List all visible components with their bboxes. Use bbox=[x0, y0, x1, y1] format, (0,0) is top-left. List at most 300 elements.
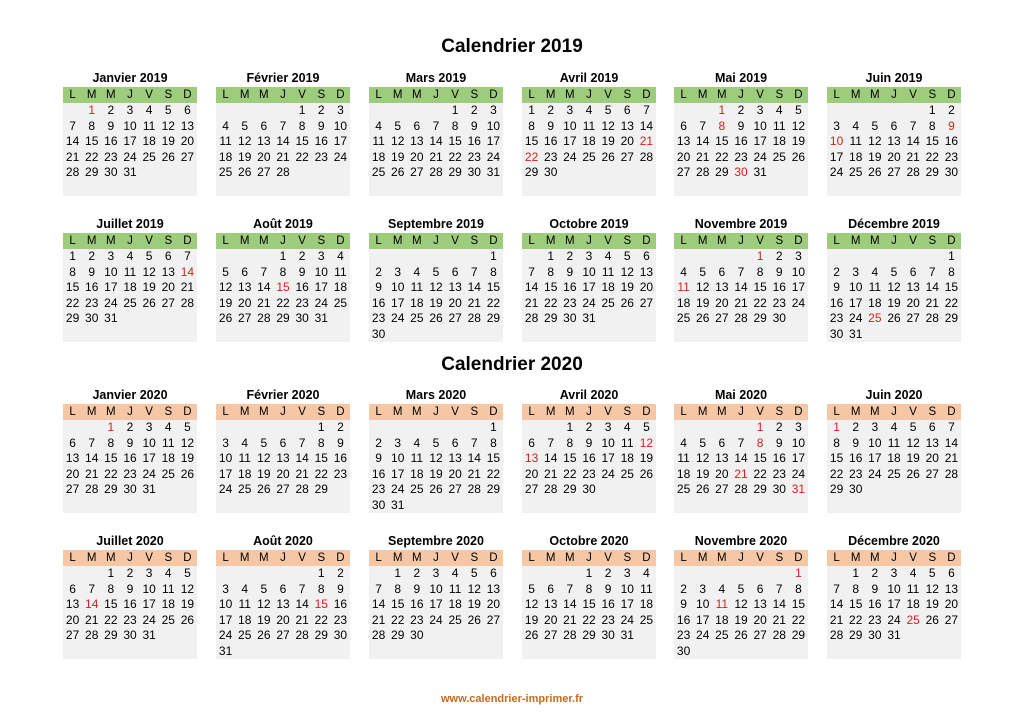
weekday-header bbox=[522, 233, 656, 249]
day-cell: 17 bbox=[753, 134, 767, 148]
day-cell: 21 bbox=[544, 466, 558, 481]
day-cell: 19 bbox=[601, 134, 615, 148]
day-grid bbox=[827, 566, 961, 659]
weekday-label-6: D bbox=[794, 89, 803, 101]
day-cell: 4 bbox=[718, 581, 726, 596]
day-cell: 24 bbox=[429, 612, 443, 627]
day-cell: 12 bbox=[257, 451, 271, 465]
day-cell: 4 bbox=[775, 103, 783, 117]
day-cell: 27 bbox=[753, 628, 767, 642]
day-cell: 25 bbox=[238, 482, 252, 496]
weekday-label-0: L bbox=[833, 89, 840, 101]
weekday-label-6: D bbox=[947, 89, 956, 101]
day-cell: 31 bbox=[849, 326, 863, 341]
weekday-label-4: V bbox=[756, 552, 764, 564]
weekday-label-3: J bbox=[280, 552, 286, 564]
weekday-label-1: M bbox=[239, 406, 250, 418]
empty-cell bbox=[273, 420, 292, 436]
day-cell: 19 bbox=[467, 597, 481, 611]
day-cell: 3 bbox=[871, 420, 879, 434]
day-cell: 20 bbox=[639, 280, 654, 294]
weekday-label-6: D bbox=[336, 235, 345, 247]
holiday-day: 1 bbox=[718, 103, 726, 117]
day-cell: 18 bbox=[448, 597, 462, 611]
day-cell: 8 bbox=[107, 435, 115, 450]
day-cell: 12 bbox=[257, 597, 271, 611]
day-cell: 12 bbox=[391, 134, 405, 148]
day-cell: 13 bbox=[486, 581, 501, 596]
day-cell: 7 bbox=[298, 435, 306, 450]
day-cell: 22 bbox=[715, 149, 729, 164]
day-cell: 3 bbox=[107, 249, 115, 263]
weekday-label-6: D bbox=[336, 406, 345, 418]
weekday-label-3: J bbox=[280, 406, 286, 418]
day-cell: 16 bbox=[371, 295, 386, 310]
weekday-label-0: L bbox=[69, 552, 76, 564]
day-cell: 11 bbox=[162, 435, 175, 450]
empty-cell bbox=[693, 249, 712, 265]
weekday-label-3: J bbox=[433, 235, 439, 247]
day-cell: 8 bbox=[279, 264, 287, 279]
day-cell: 23 bbox=[849, 466, 863, 481]
holiday-day: 25 bbox=[906, 612, 920, 627]
day-cell: 23 bbox=[944, 149, 959, 164]
day-cell: 6 bbox=[413, 118, 421, 133]
day-cell: 9 bbox=[585, 435, 593, 450]
month-6-2019 bbox=[827, 70, 961, 196]
empty-cell bbox=[846, 103, 865, 119]
day-cell: 15 bbox=[104, 597, 118, 611]
empty-cell bbox=[465, 420, 484, 436]
weekday-label-4: V bbox=[909, 89, 917, 101]
day-cell: 13 bbox=[639, 264, 654, 279]
weekday-label-2: M bbox=[106, 406, 116, 418]
month-9-2020 bbox=[369, 533, 503, 659]
day-cell: 15 bbox=[295, 134, 309, 148]
day-cell: 28 bbox=[429, 165, 443, 179]
day-cell: 13 bbox=[257, 134, 271, 148]
day-cell: 19 bbox=[696, 295, 710, 310]
day-cell: 18 bbox=[601, 280, 615, 294]
weekday-label-0: L bbox=[375, 552, 382, 564]
day-cell: 17 bbox=[486, 134, 501, 148]
day-cell: 18 bbox=[906, 597, 920, 611]
day-cell: 10 bbox=[314, 264, 328, 279]
day-cell: 6 bbox=[69, 581, 76, 596]
day-cell: 18 bbox=[161, 451, 175, 465]
day-cell: 20 bbox=[524, 466, 539, 481]
day-cell: 18 bbox=[238, 466, 252, 481]
weekday-label-5: S bbox=[775, 552, 784, 564]
day-cell: 1 bbox=[948, 249, 955, 263]
day-cell: 3 bbox=[756, 103, 764, 117]
day-cell: 27 bbox=[448, 311, 462, 325]
day-cell: 16 bbox=[868, 597, 882, 611]
day-cell: 21 bbox=[429, 149, 443, 164]
day-cell: 2 bbox=[604, 566, 612, 580]
day-cell: 25 bbox=[849, 165, 863, 179]
weekday-label-1: M bbox=[86, 235, 97, 247]
day-cell: 4 bbox=[222, 118, 229, 133]
day-cell: 12 bbox=[887, 280, 901, 294]
weekday-label-6: D bbox=[947, 406, 956, 418]
day-cell: 23 bbox=[123, 612, 137, 627]
day-cell: 14 bbox=[944, 435, 959, 450]
day-cell: 7 bbox=[184, 249, 191, 263]
day-cell: 16 bbox=[467, 134, 481, 148]
weekday-label-3: J bbox=[891, 406, 897, 418]
day-cell: 13 bbox=[620, 118, 634, 133]
weekday-header bbox=[216, 550, 350, 566]
day-cell: 27 bbox=[180, 149, 195, 164]
day-cell: 1 bbox=[298, 103, 306, 117]
day-cell: 22 bbox=[85, 149, 99, 164]
day-cell: 15 bbox=[753, 451, 767, 465]
day-cell: 17 bbox=[333, 134, 348, 148]
empty-cell bbox=[827, 103, 846, 119]
day-cell: 30 bbox=[544, 165, 558, 179]
day-cell: 23 bbox=[467, 149, 481, 164]
day-cell: 12 bbox=[620, 264, 634, 279]
weekday-label-3: J bbox=[127, 235, 133, 247]
weekday-header bbox=[674, 233, 808, 249]
weekday-label-2: M bbox=[870, 235, 880, 247]
month-title: Mai 2020 bbox=[714, 388, 768, 402]
day-cell: 24 bbox=[314, 295, 328, 310]
weekday-label-2: M bbox=[106, 235, 116, 247]
weekday-label-4: V bbox=[451, 89, 459, 101]
empty-cell bbox=[235, 249, 254, 265]
day-cell: 18 bbox=[218, 149, 233, 164]
day-cell: 28 bbox=[257, 311, 271, 325]
day-cell: 22 bbox=[448, 149, 462, 164]
day-grid bbox=[827, 249, 961, 342]
day-cell: 5 bbox=[528, 581, 535, 596]
day-cell: 1 bbox=[490, 420, 497, 434]
weekday-header bbox=[522, 87, 656, 103]
holiday-day: 21 bbox=[639, 134, 654, 148]
day-cell: 20 bbox=[410, 149, 424, 164]
day-cell: 15 bbox=[85, 134, 99, 148]
day-cell: 31 bbox=[753, 165, 767, 179]
day-cell: 26 bbox=[180, 612, 195, 627]
weekday-label-4: V bbox=[298, 552, 306, 564]
day-cell: 22 bbox=[486, 466, 501, 481]
weekday-header bbox=[827, 404, 961, 420]
empty-cell bbox=[846, 249, 865, 265]
day-cell: 6 bbox=[241, 264, 249, 279]
day-cell: 29 bbox=[104, 628, 118, 642]
day-cell: 30 bbox=[582, 482, 596, 496]
day-cell: 8 bbox=[490, 435, 497, 450]
day-cell: 9 bbox=[126, 581, 134, 596]
weekday-label-2: M bbox=[870, 552, 880, 564]
day-cell: 14 bbox=[696, 134, 710, 148]
day-cell: 15 bbox=[104, 451, 118, 465]
weekday-label-2: M bbox=[565, 406, 575, 418]
day-cell: 25 bbox=[410, 311, 424, 325]
month-title: Mars 2019 bbox=[405, 71, 467, 85]
day-cell: 21 bbox=[276, 149, 290, 164]
day-cell: 31 bbox=[123, 165, 137, 179]
day-cell: 5 bbox=[222, 264, 229, 279]
weekday-label-5: S bbox=[775, 89, 784, 101]
day-cell: 28 bbox=[906, 165, 920, 179]
day-cell: 30 bbox=[371, 326, 386, 341]
month-title: Janvier 2019 bbox=[92, 71, 168, 85]
day-cell: 16 bbox=[123, 597, 137, 611]
empty-cell bbox=[693, 103, 712, 119]
day-cell: 24 bbox=[829, 165, 844, 179]
day-cell: 6 bbox=[451, 435, 459, 450]
holiday-day: 1 bbox=[756, 420, 764, 434]
day-cell: 1 bbox=[490, 249, 497, 263]
day-cell: 25 bbox=[161, 612, 175, 627]
day-cell: 26 bbox=[238, 165, 252, 179]
month-3-2019 bbox=[369, 70, 503, 196]
day-cell: 22 bbox=[849, 612, 863, 627]
day-cell: 5 bbox=[928, 566, 936, 580]
day-cell: 10 bbox=[696, 597, 710, 611]
day-cell: 25 bbox=[601, 295, 615, 310]
weekday-header bbox=[674, 550, 808, 566]
day-cell: 23 bbox=[371, 311, 386, 325]
day-cell: 24 bbox=[601, 466, 615, 481]
weekday-label-3: J bbox=[127, 552, 133, 564]
day-cell: 16 bbox=[849, 451, 863, 465]
day-cell: 12 bbox=[868, 134, 882, 148]
day-cell: 9 bbox=[566, 264, 574, 279]
day-cell: 19 bbox=[180, 451, 195, 465]
day-cell: 7 bbox=[833, 581, 840, 596]
weekday-label-6: D bbox=[183, 89, 192, 101]
month-9-2019 bbox=[369, 216, 503, 342]
day-cell: 8 bbox=[528, 118, 535, 133]
holiday-day: 1 bbox=[833, 420, 840, 434]
day-cell: 22 bbox=[65, 295, 80, 310]
day-cell: 6 bbox=[718, 264, 726, 279]
day-cell: 18 bbox=[371, 149, 386, 164]
empty-cell bbox=[446, 249, 465, 265]
empty-cell bbox=[904, 249, 923, 265]
weekday-label-0: L bbox=[375, 406, 382, 418]
day-cell: 30 bbox=[772, 482, 786, 496]
day-cell: 26 bbox=[524, 628, 539, 642]
day-cell: 5 bbox=[737, 581, 745, 596]
day-cell: 20 bbox=[257, 149, 271, 164]
day-cell: 22 bbox=[544, 295, 558, 310]
day-cell: 22 bbox=[391, 612, 405, 627]
day-cell: 18 bbox=[676, 295, 691, 310]
weekday-label-1: M bbox=[392, 406, 403, 418]
weekday-label-0: L bbox=[528, 235, 535, 247]
weekday-label-5: S bbox=[623, 406, 632, 418]
day-cell: 13 bbox=[448, 280, 462, 294]
day-cell: 20 bbox=[486, 597, 501, 611]
day-cell: 10 bbox=[391, 280, 405, 294]
day-cell: 10 bbox=[104, 264, 118, 279]
day-cell: 18 bbox=[887, 451, 901, 465]
day-cell: 21 bbox=[696, 149, 710, 164]
weekday-label-3: J bbox=[586, 552, 592, 564]
day-cell: 2 bbox=[107, 103, 115, 117]
empty-cell bbox=[522, 566, 541, 582]
day-grid bbox=[827, 103, 961, 196]
day-cell: 17 bbox=[563, 134, 577, 148]
day-cell: 16 bbox=[371, 466, 386, 481]
day-cell: 27 bbox=[887, 165, 901, 179]
weekday-label-6: D bbox=[947, 235, 956, 247]
day-cell: 6 bbox=[547, 581, 555, 596]
day-cell: 2 bbox=[88, 249, 96, 263]
day-cell: 8 bbox=[928, 118, 936, 133]
empty-cell bbox=[674, 420, 693, 436]
day-cell: 4 bbox=[164, 420, 172, 434]
day-cell: 16 bbox=[123, 451, 137, 465]
day-cell: 1 bbox=[107, 566, 115, 580]
weekday-label-1: M bbox=[392, 235, 403, 247]
day-cell: 26 bbox=[467, 612, 481, 627]
holiday-day: 8 bbox=[718, 118, 726, 133]
day-cell: 23 bbox=[544, 149, 558, 164]
day-cell: 18 bbox=[142, 134, 156, 148]
month-title: Octobre 2019 bbox=[549, 217, 629, 231]
holiday-day: 8 bbox=[756, 435, 764, 450]
weekday-label-2: M bbox=[259, 406, 269, 418]
month-title: Novembre 2019 bbox=[694, 217, 788, 231]
day-cell: 12 bbox=[142, 264, 156, 279]
day-cell: 19 bbox=[429, 295, 443, 310]
day-cell: 5 bbox=[241, 118, 249, 133]
day-cell: 11 bbox=[677, 451, 690, 465]
day-cell: 22 bbox=[925, 149, 939, 164]
month-1-2020 bbox=[63, 387, 197, 513]
weekday-label-1: M bbox=[850, 235, 861, 247]
day-cell: 27 bbox=[620, 149, 634, 164]
weekday-label-1: M bbox=[545, 406, 556, 418]
day-cell: 20 bbox=[238, 295, 252, 310]
day-cell: 26 bbox=[601, 149, 615, 164]
day-cell: 19 bbox=[696, 466, 710, 481]
day-cell: 20 bbox=[65, 466, 80, 481]
day-cell: 27 bbox=[161, 295, 175, 310]
day-cell: 15 bbox=[849, 597, 863, 611]
empty-cell bbox=[216, 420, 235, 436]
weekday-label-4: V bbox=[756, 406, 764, 418]
day-cell: 20 bbox=[715, 466, 729, 481]
day-cell: 24 bbox=[218, 482, 233, 496]
weekday-label-5: S bbox=[317, 406, 326, 418]
empty-cell bbox=[712, 420, 731, 436]
day-cell: 2 bbox=[833, 264, 840, 279]
day-cell: 28 bbox=[944, 466, 959, 481]
day-cell: 19 bbox=[734, 612, 748, 627]
weekday-header bbox=[369, 87, 503, 103]
day-cell: 30 bbox=[601, 628, 615, 642]
month-title: Septembre 2020 bbox=[388, 534, 484, 548]
empty-cell bbox=[216, 249, 235, 265]
day-cell: 28 bbox=[85, 482, 99, 496]
day-cell: 24 bbox=[486, 149, 501, 164]
empty-cell bbox=[770, 566, 789, 582]
day-cell: 25 bbox=[620, 466, 634, 481]
day-cell: 18 bbox=[868, 295, 882, 310]
day-cell: 17 bbox=[391, 295, 405, 310]
empty-cell bbox=[674, 566, 693, 582]
day-cell: 7 bbox=[699, 118, 707, 133]
day-cell: 17 bbox=[791, 280, 806, 294]
day-cell: 15 bbox=[544, 280, 558, 294]
month-5-2019 bbox=[674, 70, 808, 196]
day-cell: 30 bbox=[410, 628, 424, 642]
weekday-header bbox=[216, 233, 350, 249]
day-cell: 12 bbox=[161, 118, 175, 133]
month-10-2020 bbox=[522, 533, 656, 659]
day-cell: 25 bbox=[142, 149, 156, 164]
weekday-label-5: S bbox=[775, 235, 784, 247]
day-cell: 4 bbox=[871, 264, 879, 279]
day-cell: 11 bbox=[123, 264, 137, 279]
month-1-2019 bbox=[63, 70, 197, 196]
empty-cell bbox=[235, 103, 254, 119]
empty-cell bbox=[731, 420, 750, 436]
day-cell: 13 bbox=[448, 451, 462, 465]
empty-cell bbox=[293, 566, 312, 582]
day-cell: 14 bbox=[563, 597, 577, 611]
day-cell: 9 bbox=[470, 118, 478, 133]
day-cell: 14 bbox=[734, 280, 748, 294]
weekday-label-1: M bbox=[545, 235, 556, 247]
day-cell: 15 bbox=[486, 451, 501, 465]
day-cell: 6 bbox=[756, 581, 764, 596]
day-cell: 16 bbox=[676, 612, 691, 627]
day-cell: 20 bbox=[620, 134, 634, 148]
day-cell: 6 bbox=[490, 566, 497, 580]
empty-cell bbox=[827, 566, 846, 582]
day-cell: 14 bbox=[257, 280, 271, 294]
day-cell: 4 bbox=[680, 264, 687, 279]
day-cell: 24 bbox=[142, 612, 156, 627]
day-cell: 7 bbox=[566, 581, 574, 596]
weekday-label-5: S bbox=[775, 406, 784, 418]
day-cell: 7 bbox=[88, 435, 96, 450]
day-cell: 18 bbox=[849, 149, 863, 164]
day-cell: 2 bbox=[375, 264, 382, 279]
day-cell: 27 bbox=[925, 466, 939, 481]
day-cell: 4 bbox=[145, 103, 153, 117]
day-cell: 31 bbox=[582, 311, 596, 325]
weekday-label-4: V bbox=[451, 235, 459, 247]
day-cell: 24 bbox=[791, 295, 806, 310]
day-cell: 4 bbox=[585, 103, 593, 117]
day-cell: 21 bbox=[257, 295, 271, 310]
weekday-label-1: M bbox=[239, 552, 250, 564]
day-cell: 2 bbox=[470, 103, 478, 117]
day-cell: 3 bbox=[795, 249, 802, 263]
day-cell: 29 bbox=[104, 482, 118, 496]
day-cell: 1 bbox=[279, 249, 287, 263]
weekday-label-3: J bbox=[891, 552, 897, 564]
day-cell: 21 bbox=[467, 295, 481, 310]
day-grid bbox=[216, 566, 350, 659]
day-cell: 25 bbox=[448, 612, 462, 627]
day-cell: 10 bbox=[142, 435, 156, 450]
weekday-label-5: S bbox=[470, 552, 479, 564]
day-cell: 14 bbox=[429, 134, 443, 148]
weekday-label-1: M bbox=[697, 406, 708, 418]
day-cell: 11 bbox=[582, 118, 596, 133]
weekday-label-3: J bbox=[891, 235, 897, 247]
